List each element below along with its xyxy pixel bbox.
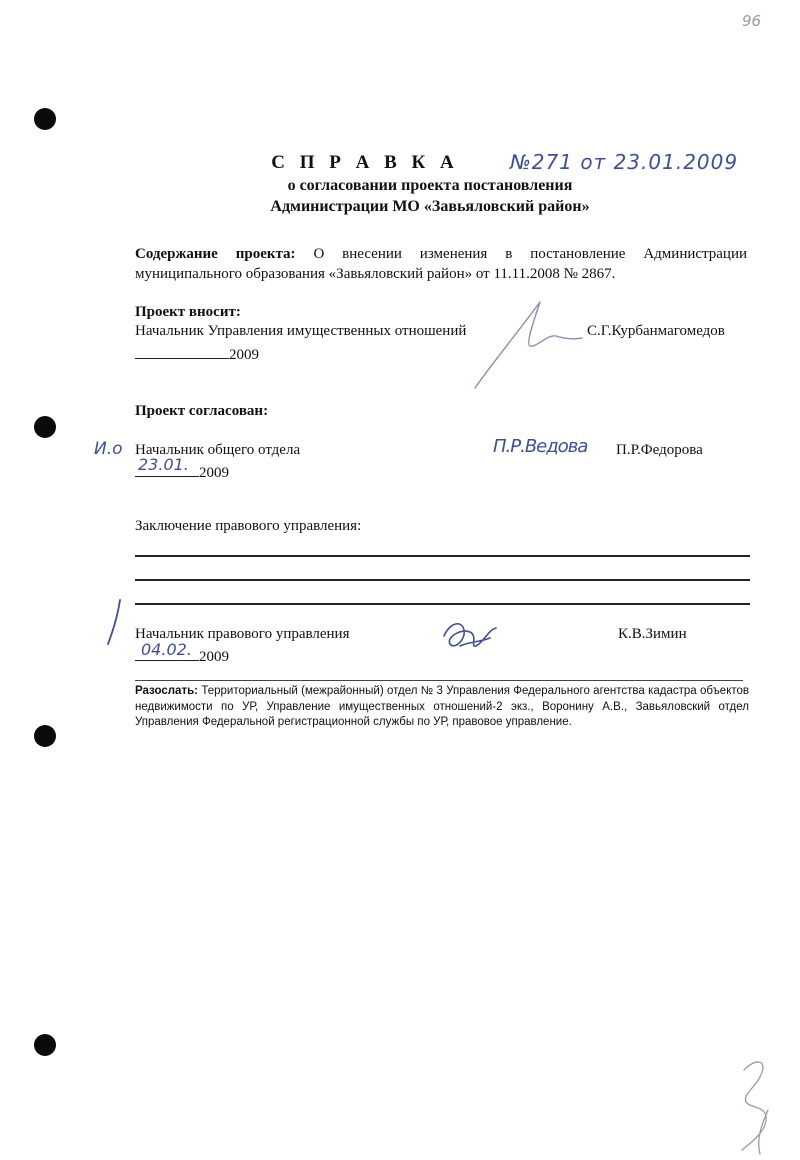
agreed-signature: П.Р.Ведова: [493, 436, 588, 457]
margin-scribble: [722, 1050, 782, 1160]
title-organization: Администрации МО «Завьяловский район»: [270, 198, 590, 215]
agreed-date-year: 2009: [199, 465, 229, 481]
submitted-position: Начальник Управления имущественных отношений: [135, 323, 467, 339]
title-subtitle: о согласовании проекта постановления: [287, 177, 573, 194]
legal-handwritten-date: 04.02.: [141, 640, 192, 659]
legal-name: К.В.Зимин: [618, 626, 687, 642]
project-content: [135, 244, 747, 284]
legal-date-year: 2009: [199, 649, 229, 665]
acting-prefix: И.о: [94, 439, 123, 459]
legal-signature: [440, 616, 500, 658]
agreed-handwritten-date: 23.01.: [138, 455, 189, 474]
submitted-date: [135, 344, 259, 364]
conclusion-line: [135, 555, 750, 557]
page-number: 96: [742, 12, 762, 30]
agreed-name: П.Р.Федорова: [616, 442, 703, 458]
conclusion-line: [135, 579, 750, 581]
margin-stroke: [104, 598, 124, 648]
agreed-label: Проект согласован:: [135, 403, 269, 419]
punch-hole: [34, 416, 56, 438]
conclusion-line: [135, 603, 750, 605]
submitted-name: С.Г.Курбанмагомедов: [587, 323, 725, 339]
distribution-label: Разослать:: [135, 685, 198, 697]
punch-hole: [34, 725, 56, 747]
content-label: Содержание проекта:: [135, 246, 296, 262]
legal-position: Начальник правового управления: [135, 626, 350, 642]
content-text: О внесении изменения в постановление Администрации муниципального образования «Завьяловский район» от 11.11.2008 № 2867.: [135, 246, 748, 282]
agreed-position: Начальник общего отдела: [135, 442, 301, 458]
submitted-label: Проект вносит:: [135, 304, 241, 320]
submitted-date-year: 2009: [229, 347, 259, 363]
punch-hole: [34, 108, 56, 130]
punch-hole: [34, 1034, 56, 1056]
distribution-text: Территориальный (межрайонный) отдел № 3 Управления Федерального агентства кадастра объектов недвижимости по УР, Управление имущественных отношений-2 экз., Воронину А.В., Завьяловский отдел Управления Федеральной регистрационной службы по УР, правовое управление.: [135, 685, 749, 728]
separator-line: [135, 680, 743, 681]
date-blank: [135, 344, 229, 359]
conclusion-label: Заключение правового управления:: [135, 518, 362, 534]
distribution-list: [135, 684, 749, 731]
handwritten-reference: №271 от 23.01.2009: [510, 150, 739, 174]
submitter-signature: [470, 296, 590, 396]
title-main: С П Р А В К А: [271, 152, 459, 173]
